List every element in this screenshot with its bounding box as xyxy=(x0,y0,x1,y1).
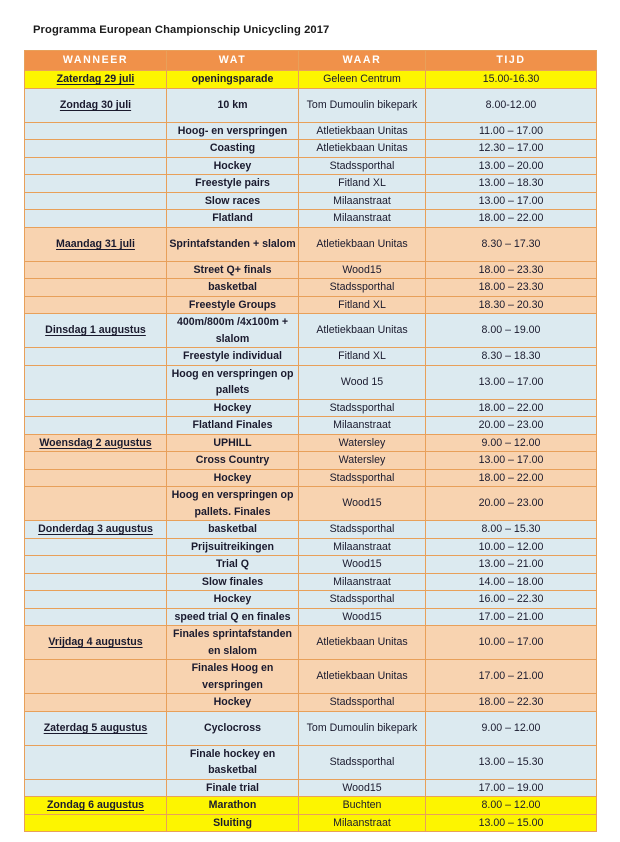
cell-time: 8.00 – 19.00 xyxy=(426,314,597,348)
cell-what: Hockey xyxy=(167,399,299,417)
cell-when xyxy=(25,797,167,815)
empty-cell xyxy=(25,269,166,270)
cell-time: 15.00-16.30 xyxy=(426,71,597,89)
cell-time: 13.00 – 20.00 xyxy=(426,157,597,175)
cell-where: Atletiekbaan Unitas xyxy=(299,626,426,660)
table-row xyxy=(25,626,597,660)
column-header-where: WAAR xyxy=(299,51,426,71)
cell-where: Fitland XL xyxy=(299,296,426,314)
cell-when xyxy=(25,608,167,626)
cell-what: basketbal xyxy=(167,521,299,539)
cell-what: Hoog en verspringen op pallets xyxy=(167,365,299,399)
cell-what: Cyclocross xyxy=(167,711,299,745)
cell-time: 18.00 – 23.30 xyxy=(426,261,597,279)
cell-time: 18.00 – 22.00 xyxy=(426,210,597,228)
cell-what: Flatland Finales xyxy=(167,417,299,435)
cell-where: Stadssporthal xyxy=(299,469,426,487)
cell-where: Milaanstraat xyxy=(299,573,426,591)
cell-when xyxy=(25,210,167,228)
table-row xyxy=(25,227,597,261)
table-row xyxy=(25,88,597,122)
cell-when xyxy=(25,591,167,609)
cell-what: Freestyle pairs xyxy=(167,175,299,193)
cell-what: Marathon xyxy=(167,797,299,815)
cell-when xyxy=(25,88,167,122)
day-label: Dinsdag 1 augustus xyxy=(45,324,146,337)
schedule-table xyxy=(24,50,597,832)
cell-time: 13.00 – 15.00 xyxy=(426,814,597,832)
cell-what: Hockey xyxy=(167,591,299,609)
table-row xyxy=(25,279,597,297)
empty-cell xyxy=(25,581,166,582)
empty-cell xyxy=(25,460,166,461)
cell-time: 13.00 – 18.30 xyxy=(426,175,597,193)
table-row xyxy=(25,538,597,556)
column-header-what: WAT xyxy=(167,51,299,71)
cell-what: Hockey xyxy=(167,157,299,175)
cell-where: Wood15 xyxy=(299,608,426,626)
table-header xyxy=(25,51,597,71)
cell-when xyxy=(25,556,167,574)
cell-where: Stadssporthal xyxy=(299,279,426,297)
cell-time: 8.00-12.00 xyxy=(426,88,597,122)
cell-what: 400m/800m /4x100m + slalom xyxy=(167,314,299,348)
cell-when xyxy=(25,192,167,210)
cell-when xyxy=(25,711,167,745)
empty-cell xyxy=(25,564,166,565)
table-row xyxy=(25,434,597,452)
cell-where: Milaanstraat xyxy=(299,210,426,228)
empty-cell xyxy=(25,183,166,184)
cell-when xyxy=(25,745,167,779)
cell-when xyxy=(25,71,167,89)
empty-cell xyxy=(25,287,166,288)
empty-cell xyxy=(25,356,166,357)
table-row xyxy=(25,399,597,417)
cell-when xyxy=(25,521,167,539)
cell-time: 18.00 – 22.00 xyxy=(426,399,597,417)
cell-time: 13.00 – 21.00 xyxy=(426,556,597,574)
cell-where: Milaanstraat xyxy=(299,192,426,210)
cell-what: Flatland xyxy=(167,210,299,228)
cell-when xyxy=(25,626,167,660)
cell-what: Prijsuitreikingen xyxy=(167,538,299,556)
table-row xyxy=(25,573,597,591)
empty-cell xyxy=(25,546,166,547)
cell-time: 20.00 – 23.00 xyxy=(426,417,597,435)
table-body xyxy=(25,71,597,832)
table-row xyxy=(25,797,597,815)
cell-what: Freestyle Groups xyxy=(167,296,299,314)
empty-cell xyxy=(25,200,166,201)
table-row xyxy=(25,157,597,175)
cell-time: 18.00 – 22.30 xyxy=(426,694,597,712)
cell-time: 14.00 – 18.00 xyxy=(426,573,597,591)
day-label: Zondag 30 juli xyxy=(59,98,132,111)
cell-when xyxy=(25,157,167,175)
cell-time: 12.30 – 17.00 xyxy=(426,140,597,158)
empty-cell xyxy=(25,218,166,219)
cell-when xyxy=(25,365,167,399)
empty-cell xyxy=(25,616,166,617)
cell-when xyxy=(25,227,167,261)
cell-where: Buchten xyxy=(299,797,426,815)
table-row xyxy=(25,660,597,694)
cell-where: Atletiekbaan Unitas xyxy=(299,140,426,158)
page-title: Programma European Championschip Unicycling 2017 xyxy=(33,24,330,36)
cell-what: Finale trial xyxy=(167,779,299,797)
cell-when xyxy=(25,538,167,556)
day-label: Vrijdag 4 augustus xyxy=(48,636,143,649)
cell-what: Hoog- en verspringen xyxy=(167,122,299,140)
cell-where: Milaanstraat xyxy=(299,538,426,556)
cell-when xyxy=(25,348,167,366)
cell-where: Milaanstraat xyxy=(299,417,426,435)
cell-when xyxy=(25,779,167,797)
cell-what: Sprintafstanden + slalom xyxy=(167,227,299,261)
cell-what: openingsparade xyxy=(167,71,299,89)
cell-when xyxy=(25,261,167,279)
cell-what: Slow races xyxy=(167,192,299,210)
table-row xyxy=(25,348,597,366)
cell-what: UPHILL xyxy=(167,434,299,452)
cell-where: Stadssporthal xyxy=(299,694,426,712)
cell-when xyxy=(25,140,167,158)
cell-time: 9.00 – 12.00 xyxy=(426,434,597,452)
cell-time: 18.00 – 23.30 xyxy=(426,279,597,297)
cell-time: 13.00 – 17.00 xyxy=(426,192,597,210)
empty-cell xyxy=(25,702,166,703)
empty-cell xyxy=(25,822,166,823)
cell-when xyxy=(25,175,167,193)
cell-where: Watersley xyxy=(299,452,426,470)
empty-cell xyxy=(25,382,166,383)
cell-what: 10 km xyxy=(167,88,299,122)
table-row xyxy=(25,261,597,279)
table-row xyxy=(25,192,597,210)
cell-where: Stadssporthal xyxy=(299,157,426,175)
empty-cell xyxy=(25,762,166,763)
cell-when xyxy=(25,573,167,591)
cell-where: Fitland XL xyxy=(299,348,426,366)
cell-where: Milaanstraat xyxy=(299,814,426,832)
cell-where: Stadssporthal xyxy=(299,591,426,609)
cell-when xyxy=(25,452,167,470)
cell-where: Atletiekbaan Unitas xyxy=(299,227,426,261)
cell-where: Stadssporthal xyxy=(299,521,426,539)
empty-cell xyxy=(25,599,166,600)
cell-time: 17.00 – 19.00 xyxy=(426,779,597,797)
cell-what: Coasting xyxy=(167,140,299,158)
cell-time: 9.00 – 12.00 xyxy=(426,711,597,745)
cell-time: 10.00 – 17.00 xyxy=(426,626,597,660)
table-row xyxy=(25,122,597,140)
day-label: Donderdag 3 augustus xyxy=(38,523,153,536)
table-row xyxy=(25,175,597,193)
cell-where: Atletiekbaan Unitas xyxy=(299,660,426,694)
table-row xyxy=(25,711,597,745)
cell-where: Wood15 xyxy=(299,487,426,521)
empty-cell xyxy=(25,130,166,131)
day-label: Maandag 31 juli xyxy=(56,237,135,250)
cell-what: Hockey xyxy=(167,469,299,487)
empty-cell xyxy=(25,425,166,426)
cell-where: Watersley xyxy=(299,434,426,452)
cell-where: Wood15 xyxy=(299,261,426,279)
cell-time: 13.00 – 17.00 xyxy=(426,365,597,399)
empty-cell xyxy=(25,503,166,504)
table-row xyxy=(25,71,597,89)
day-label: Woensdag 2 augustus xyxy=(39,436,152,449)
empty-cell xyxy=(25,787,166,788)
cell-where: Stadssporthal xyxy=(299,399,426,417)
cell-what: basketbal xyxy=(167,279,299,297)
table-row xyxy=(25,779,597,797)
cell-where: Fitland XL xyxy=(299,175,426,193)
cell-time: 13.00 – 17.00 xyxy=(426,452,597,470)
empty-cell xyxy=(25,304,166,305)
cell-time: 10.00 – 12.00 xyxy=(426,538,597,556)
cell-time: 8.00 – 12.00 xyxy=(426,797,597,815)
cell-what: speed trial Q en finales xyxy=(167,608,299,626)
cell-when xyxy=(25,122,167,140)
empty-cell xyxy=(25,676,166,677)
cell-where: Wood15 xyxy=(299,779,426,797)
cell-what: Finales Hoog en verspringen xyxy=(167,660,299,694)
table-row xyxy=(25,417,597,435)
cell-where: Stadssporthal xyxy=(299,745,426,779)
cell-what: Hoog en verspringen op pallets. Finales xyxy=(167,487,299,521)
cell-when xyxy=(25,434,167,452)
cell-when xyxy=(25,814,167,832)
table-row xyxy=(25,814,597,832)
cell-where: Tom Dumoulin bikepark xyxy=(299,88,426,122)
table-row xyxy=(25,694,597,712)
table-row xyxy=(25,469,597,487)
cell-time: 8.30 – 18.30 xyxy=(426,348,597,366)
cell-time: 20.00 – 23.00 xyxy=(426,487,597,521)
cell-time: 8.30 – 17.30 xyxy=(426,227,597,261)
cell-what: Sluiting xyxy=(167,814,299,832)
cell-what: Freestyle individual xyxy=(167,348,299,366)
table-row xyxy=(25,140,597,158)
day-label: Zondag 6 augustus xyxy=(46,799,145,812)
table-row xyxy=(25,314,597,348)
cell-what: Hockey xyxy=(167,694,299,712)
cell-time: 11.00 – 17.00 xyxy=(426,122,597,140)
cell-when xyxy=(25,296,167,314)
column-header-when: WANNEER xyxy=(25,51,167,71)
cell-when xyxy=(25,279,167,297)
cell-when xyxy=(25,469,167,487)
cell-time: 17.00 – 21.00 xyxy=(426,608,597,626)
cell-what: Finale hockey en basketbal xyxy=(167,745,299,779)
cell-where: Atletiekbaan Unitas xyxy=(299,314,426,348)
cell-what: Finales sprintafstanden en slalom xyxy=(167,626,299,660)
cell-when xyxy=(25,417,167,435)
cell-time: 13.00 – 15.30 xyxy=(426,745,597,779)
table-header-row xyxy=(25,51,597,71)
table-row xyxy=(25,521,597,539)
empty-cell xyxy=(25,148,166,149)
cell-time: 8.00 – 15.30 xyxy=(426,521,597,539)
table-row xyxy=(25,591,597,609)
cell-when xyxy=(25,314,167,348)
cell-time: 18.00 – 22.00 xyxy=(426,469,597,487)
column-header-time: TIJD xyxy=(426,51,597,71)
cell-what: Slow finales xyxy=(167,573,299,591)
cell-time: 18.30 – 20.30 xyxy=(426,296,597,314)
cell-when xyxy=(25,694,167,712)
cell-time: 16.00 – 22.30 xyxy=(426,591,597,609)
cell-when xyxy=(25,660,167,694)
day-label: Zaterdag 29 juli xyxy=(56,73,135,86)
cell-when xyxy=(25,399,167,417)
table-row xyxy=(25,745,597,779)
table-row xyxy=(25,365,597,399)
table-row xyxy=(25,556,597,574)
table-row xyxy=(25,487,597,521)
cell-where: Atletiekbaan Unitas xyxy=(299,122,426,140)
cell-what: Trial Q xyxy=(167,556,299,574)
table-row xyxy=(25,296,597,314)
cell-where: Wood 15 xyxy=(299,365,426,399)
table-row xyxy=(25,210,597,228)
day-label: Zaterdag 5 augustus xyxy=(43,721,148,734)
cell-time: 17.00 – 21.00 xyxy=(426,660,597,694)
table-row xyxy=(25,608,597,626)
cell-where: Wood15 xyxy=(299,556,426,574)
cell-where: Tom Dumoulin bikepark xyxy=(299,711,426,745)
cell-when xyxy=(25,487,167,521)
cell-what: Street Q+ finals xyxy=(167,261,299,279)
cell-where: Geleen Centrum xyxy=(299,71,426,89)
cell-what: Cross Country xyxy=(167,452,299,470)
empty-cell xyxy=(25,477,166,478)
empty-cell xyxy=(25,407,166,408)
table-row xyxy=(25,452,597,470)
empty-cell xyxy=(25,165,166,166)
